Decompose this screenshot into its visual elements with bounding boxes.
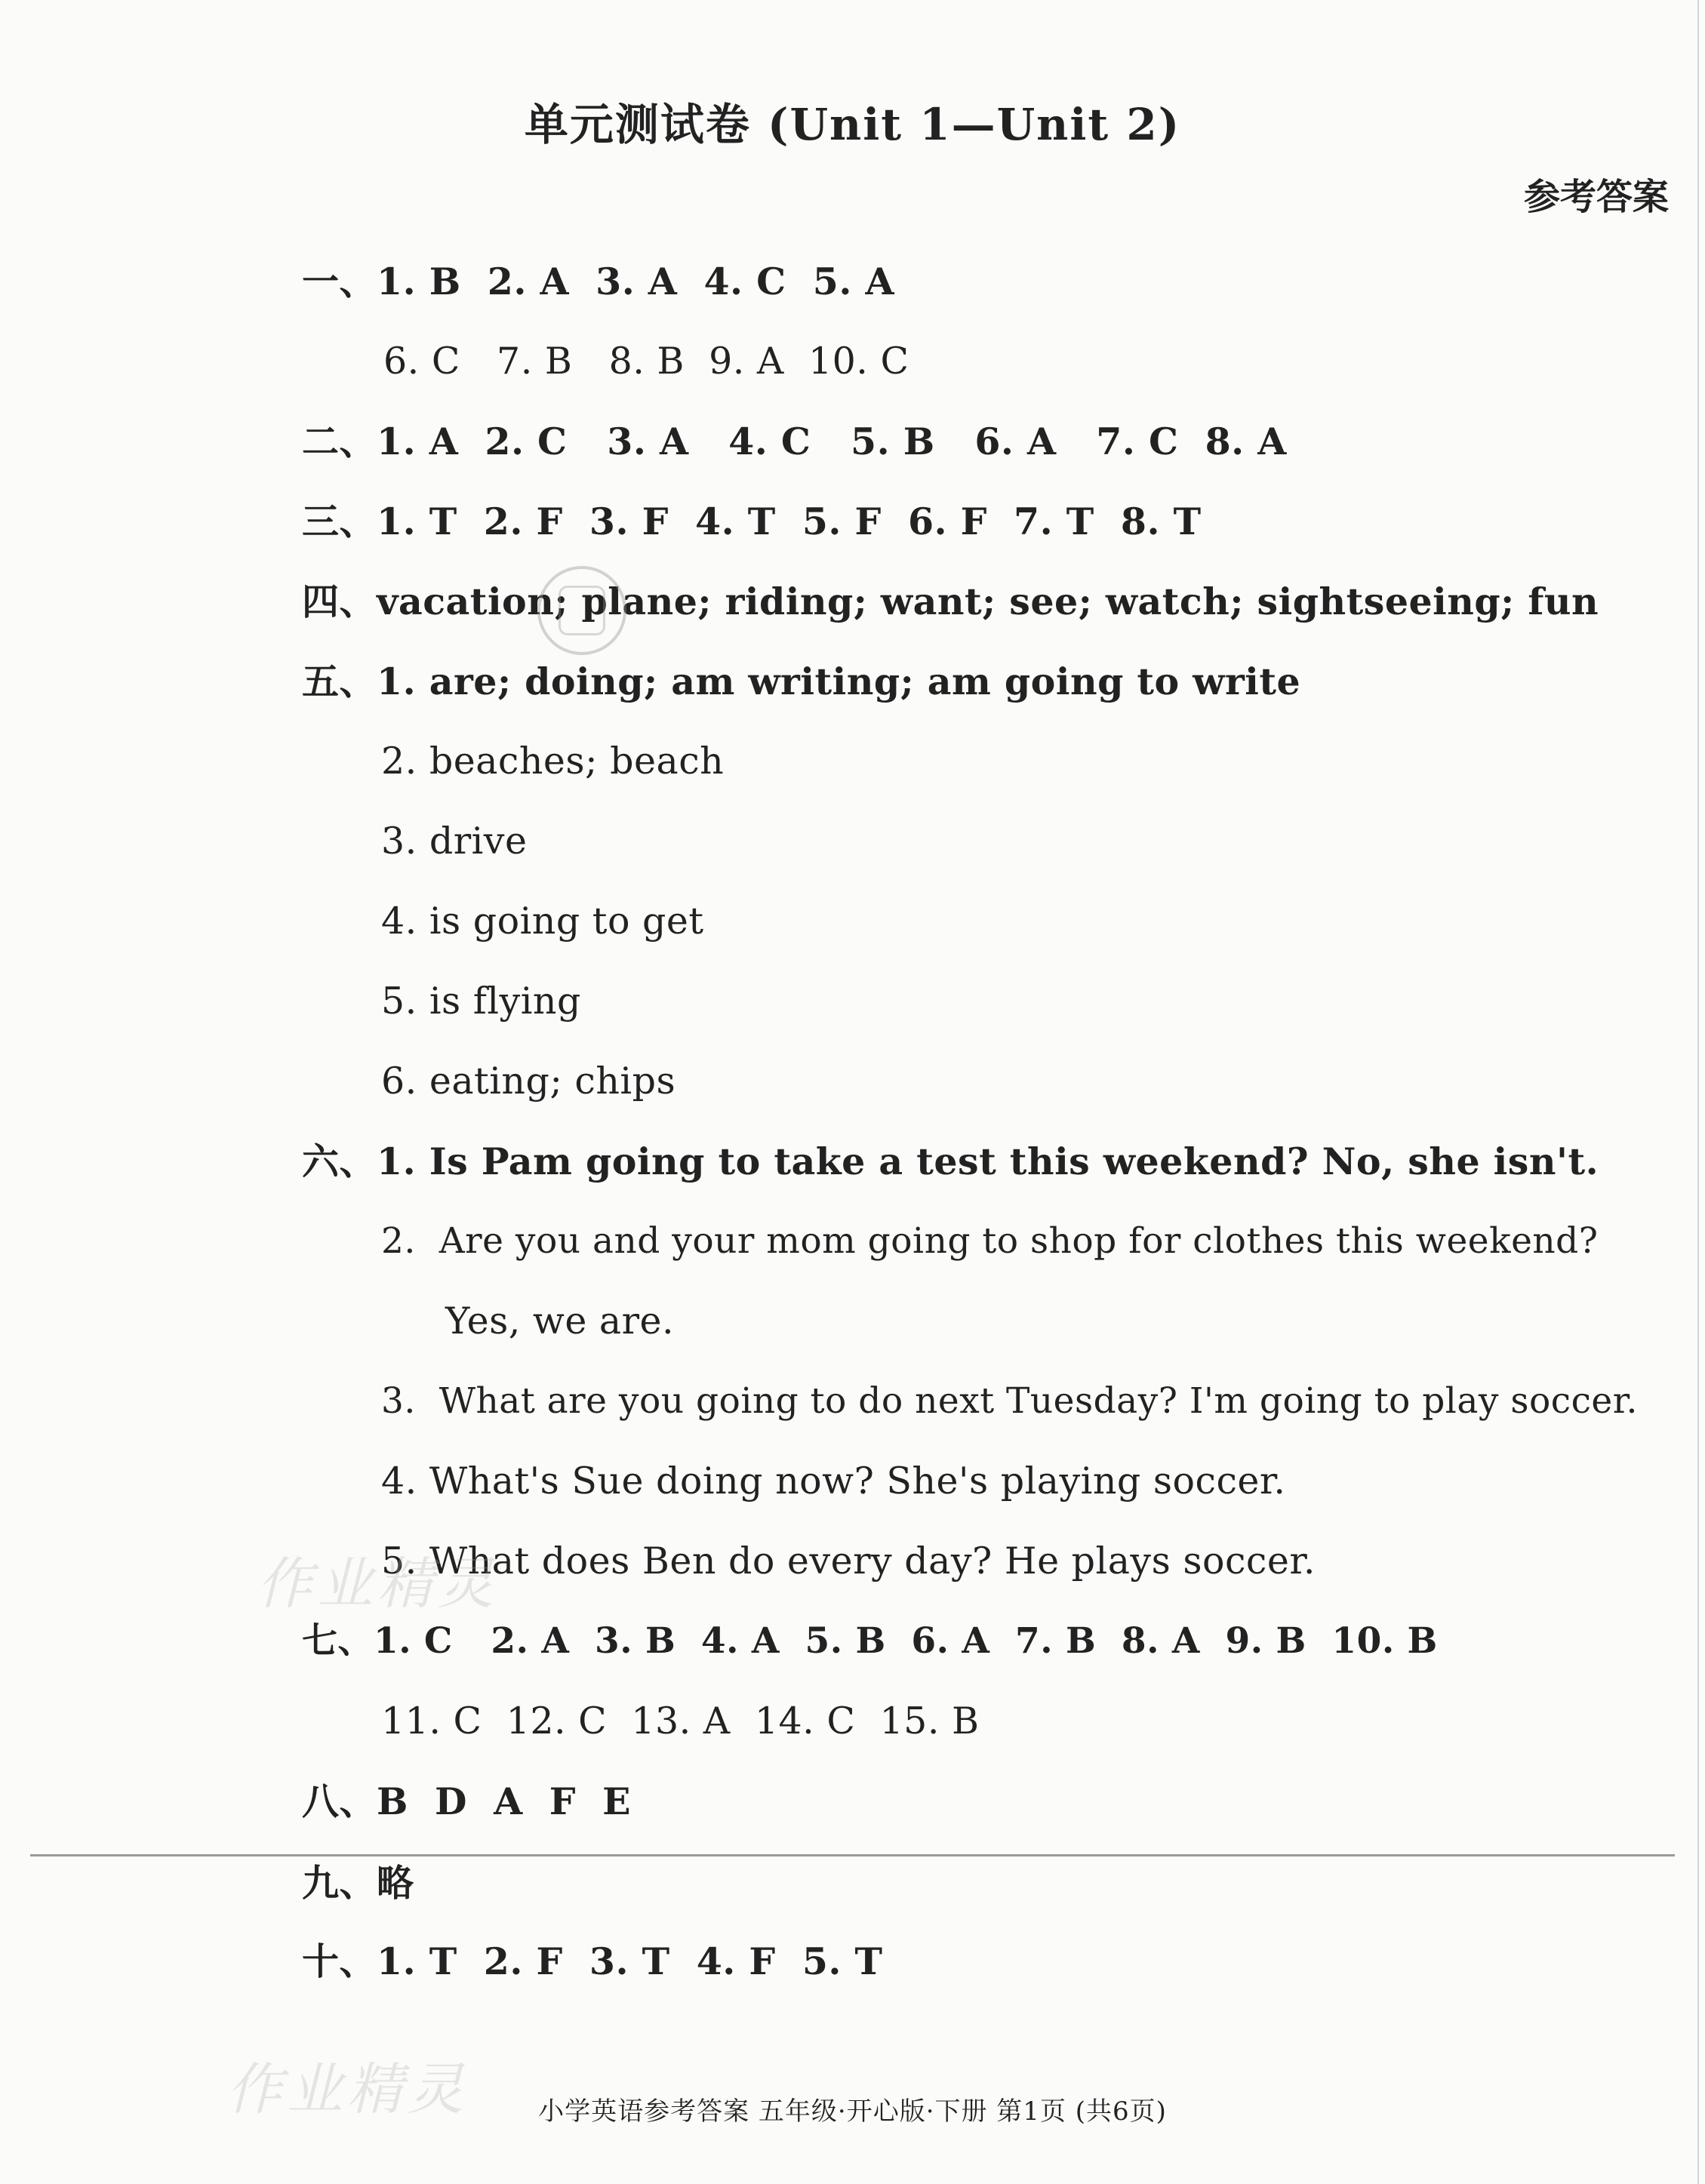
stamp-seal-icon — [537, 566, 626, 655]
answer-line-12: 六、1. Is Pam going to take a test this weekend? No, she isn't. — [302, 1140, 1599, 1183]
answer-line-18: 七、1. C 2. A 3. B 4. A 5. B 6. A 7. B 8. A 9. B 10. B — [302, 1620, 1438, 1662]
watermark-lower: 作业精灵 — [226, 2057, 468, 2122]
page-footer: 小学英语参考答案 五年级·开心版·下册 第1页 (共6页) — [538, 2096, 1167, 2127]
page-edge-line — [1697, 0, 1699, 2184]
answer-line-10: 5. is flying — [381, 980, 581, 1023]
answer-line-5: 四、vacation; plane; riding; want; see; watch; sightseeing; fun — [302, 580, 1599, 623]
answer-line-7: 2. beaches; beach — [381, 740, 725, 783]
answer-line-20: 八、B D A F E — [302, 1779, 632, 1823]
answer-line-14: Yes, we are. — [445, 1300, 675, 1343]
answer-line-3: 二、1. A 2. C 3. A 4. C 5. B 6. A 7. C 8. A — [302, 420, 1287, 463]
watermark-upper: 作业精灵 — [257, 1552, 498, 1616]
answer-line-1: 一、1. B 2. A 3. A 4. C 5. A — [302, 260, 895, 303]
answer-line-8: 3. drive — [381, 820, 528, 863]
answer-line-9: 4. is going to get — [381, 900, 704, 943]
answer-line-17: 5. What does Ben do every day? He plays soccer. — [381, 1540, 1316, 1583]
answer-line-16: 4. What's Sue doing now? She's playing soccer. — [381, 1460, 1286, 1503]
answer-line-6: 五、1. are; doing; am writing; am going to write — [302, 660, 1301, 703]
answer-line-22: 十、1. T 2. F 3. T 4. F 5. T — [302, 1939, 883, 1983]
answer-line-4: 三、1. T 2. F 3. F 4. T 5. F 6. F 7. T 8. T — [302, 500, 1202, 543]
answer-line-21: 九、略 — [302, 1861, 414, 1905]
page-title: 单元测试卷 (Unit 1—Unit 2) — [524, 99, 1181, 150]
answer-key-heading: 参考答案 — [1523, 176, 1669, 218]
answer-line-19: 11. C 12. C 13. A 14. C 15. B — [381, 1700, 980, 1743]
answer-line-15: 3. What are you going to do next Tuesday? I'm going to play soccer. — [381, 1380, 1638, 1422]
answer-line-13: 2. Are you and your mom going to shop for clothes this weekend? — [381, 1220, 1599, 1262]
answer-line-2: 6. C 7. B 8. B 9. A 10. C — [383, 340, 909, 383]
horizontal-divider — [30, 1854, 1675, 1856]
answer-line-11: 6. eating; chips — [381, 1060, 676, 1103]
